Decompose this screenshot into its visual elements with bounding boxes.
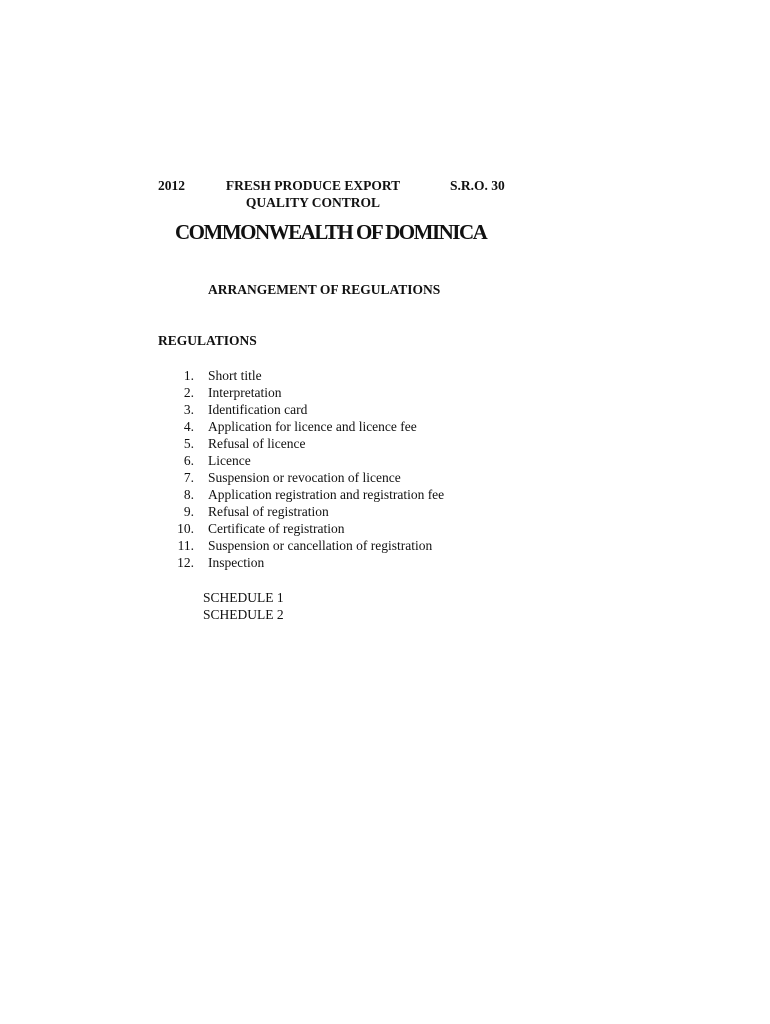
regulation-title: Refusal of registration <box>208 504 329 519</box>
regulation-item <box>160 486 444 503</box>
regulation-number: 3. <box>183 402 194 417</box>
regulation-number: 7. <box>183 470 194 485</box>
regulation-title: Suspension or revocation of licence <box>208 470 401 485</box>
regulation-item <box>160 554 444 571</box>
regulation-item <box>160 435 444 452</box>
regulation-number: 9. <box>183 504 194 519</box>
regulation-title: Identification card <box>208 402 308 417</box>
header-title-line-1: FRESH PRODUCE EXPORT <box>225 178 401 193</box>
regulation-number: 12. <box>177 555 194 570</box>
regulation-number: 4. <box>183 419 194 434</box>
regulations-list <box>160 367 444 571</box>
schedules-list <box>203 589 284 623</box>
regulation-number: 10. <box>177 521 194 536</box>
schedule-item: SCHEDULE 2 <box>203 607 284 622</box>
regulation-title: Application registration and registration fee <box>208 487 445 502</box>
header-title-line-2: QUALITY CONTROL <box>245 195 381 210</box>
regulation-item <box>160 367 444 384</box>
regulation-number: 8. <box>183 487 194 502</box>
regulation-title: Inspection <box>208 555 265 570</box>
regulation-number: 5. <box>183 436 194 451</box>
regulation-number: 1. <box>183 368 194 383</box>
regulation-item <box>160 452 444 469</box>
regulation-number: 6. <box>183 453 194 468</box>
regulation-title: Certificate of registration <box>208 521 345 536</box>
header-sro-number: S.R.O. 30 <box>450 178 505 193</box>
regulation-item <box>160 384 444 401</box>
regulation-title: Short title <box>208 368 262 383</box>
regulation-item <box>160 503 444 520</box>
schedule-item: SCHEDULE 1 <box>203 590 284 605</box>
regulation-number: 11. <box>177 538 194 553</box>
regulation-item <box>160 418 444 435</box>
header-title <box>222 177 404 211</box>
regulation-item <box>160 401 444 418</box>
arrangement-heading: ARRANGEMENT OF REGULATIONS <box>208 282 441 297</box>
regulation-number: 2. <box>183 385 194 400</box>
regulation-title: Refusal of licence <box>208 436 306 451</box>
regulation-title: Application for licence and licence fee <box>208 419 417 434</box>
regulation-title: Suspension or cancellation of registration <box>208 538 433 553</box>
regulation-item <box>160 469 444 486</box>
header-year: 2012 <box>158 178 185 193</box>
regulation-item <box>160 520 444 537</box>
regulations-heading: REGULATIONS <box>158 333 257 348</box>
regulation-title: Interpretation <box>208 385 282 400</box>
country-title: COMMONWEALTH OF DOMINICA <box>175 220 487 244</box>
regulation-item <box>160 537 444 554</box>
regulation-title: Licence <box>208 453 251 468</box>
